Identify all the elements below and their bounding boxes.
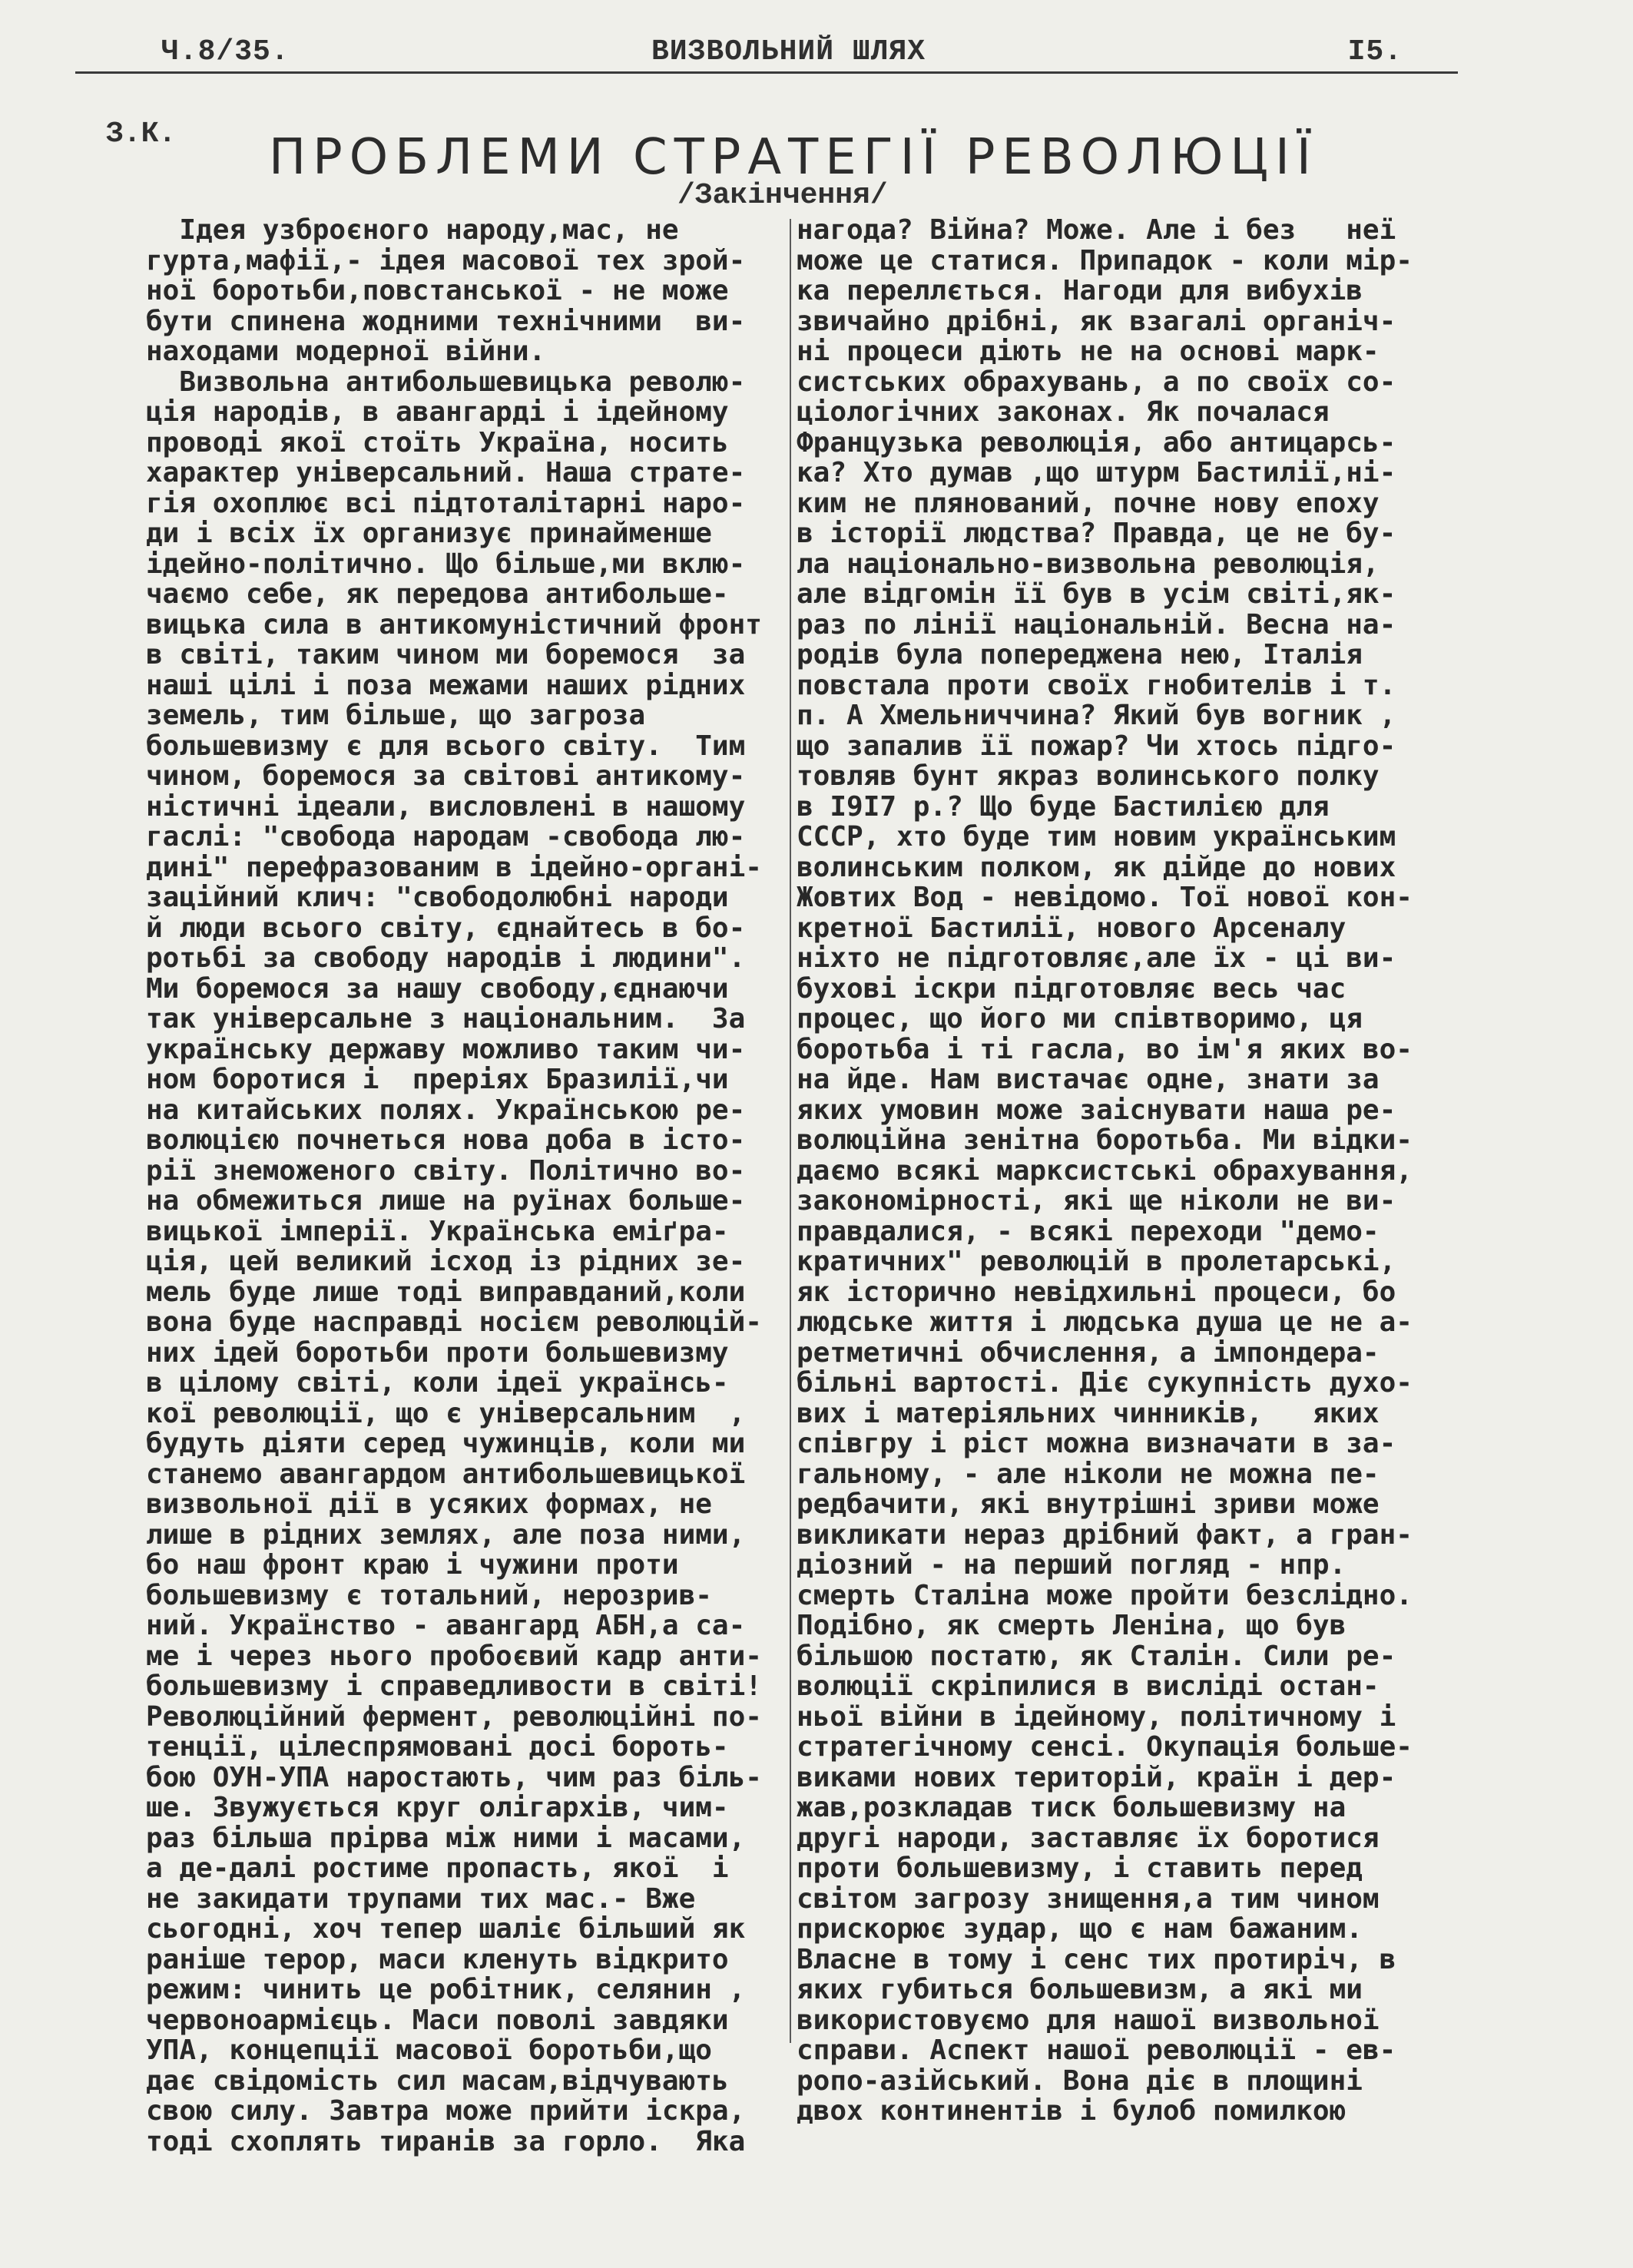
text-line: ція народів, в авангарді і ідейному bbox=[146, 396, 729, 428]
text-line: бути спинена жодними технічними ви- bbox=[146, 305, 746, 337]
text-line: вицької імперії. Українська еміґра- bbox=[146, 1215, 729, 1247]
text-line: большевизму є для всього світу. Тим bbox=[146, 730, 746, 762]
text-line: прискорює зудар, що є нам бажаним. bbox=[797, 1913, 1363, 1945]
text-line: ка? Хто думав ,що штурм Бастилії,ні- bbox=[797, 457, 1396, 488]
text-line: як історично невідхильні процеси, бо bbox=[797, 1276, 1396, 1308]
text-line: використовуємо для нашої визвольної bbox=[797, 2004, 1380, 2036]
text-line: даємо всякі марксистські обрахування, bbox=[797, 1154, 1413, 1187]
text-line: гальному, - але ніколи не можна пе- bbox=[797, 1458, 1380, 1490]
text-line: раз більша прірва між ними і масами, bbox=[146, 1822, 746, 1854]
text-line: наші цілі і поза межами наших рідних bbox=[146, 669, 746, 701]
text-line: українську державу можливо таким чи- bbox=[146, 1033, 746, 1065]
text-line: СССР, хто буде тим новим українським bbox=[797, 821, 1396, 853]
text-line: ціологічних законах. Як почалася bbox=[797, 396, 1330, 428]
text-line: них ідей боротьби проти большевизму bbox=[146, 1336, 729, 1369]
text-line: чаємо себе, як передова антибольше- bbox=[146, 578, 729, 610]
text-line: звичайно дрібні, як взагалі органіч- bbox=[797, 305, 1396, 337]
text-line: вона буде насправді носієм революцій- bbox=[146, 1306, 762, 1338]
text-line: Революційний фермент, революційні по- bbox=[146, 1700, 762, 1733]
journal-title: ВИЗВОЛЬНИЙ ШЛЯХ bbox=[651, 35, 926, 68]
text-line: ла національно-визвольна революція, bbox=[797, 548, 1380, 580]
text-line: кої революції, що є універсальним , bbox=[146, 1397, 746, 1429]
header-rule bbox=[75, 71, 1458, 74]
text-line: ньої війни в ідейному, політичному і bbox=[797, 1700, 1396, 1733]
text-line: в цілому світі, коли ідеї українсь- bbox=[146, 1367, 729, 1399]
text-line: бою ОУН-УПА наростають, чим раз біль- bbox=[146, 1761, 762, 1793]
text-line: гаслі: "свобода народам -свобода лю- bbox=[146, 821, 746, 853]
text-line: в світі, таким чином ми боремося за bbox=[146, 639, 746, 670]
text-line: червоноармієць. Маси поволі завдяки bbox=[146, 2004, 729, 2036]
text-line: бухові іскри підготовляє весь час bbox=[797, 972, 1346, 1005]
text-line: стратегічному сенсі. Окупація больше- bbox=[797, 1731, 1413, 1763]
text-line: рії знеможеного світу. Політично во- bbox=[146, 1154, 746, 1187]
text-line: визвольної дії в усяких формах, не bbox=[146, 1488, 712, 1520]
text-line: яких умовин може заіснувати наша ре- bbox=[797, 1094, 1396, 1126]
text-line: проводі якої стоїть Україна, носить bbox=[146, 426, 729, 459]
text-line: тоді схоплять тиранів за горло. Яка bbox=[146, 2125, 746, 2157]
text-line: не закидати трупами тих мас.- Вже bbox=[146, 1882, 696, 1915]
text-line: УПА, концепції масової боротьби,що bbox=[146, 2035, 712, 2066]
text-line: повстала проти своїх гнобителів і т. bbox=[797, 669, 1396, 701]
text-line: проти большевизму, і ставить перед bbox=[797, 1852, 1363, 1884]
article-title: ПРОБЛЕМИ СТРАТЕГІЇ РЕВОЛЮЦІЇ bbox=[269, 129, 1318, 186]
text-line: систських обрахувань, а по своїх со- bbox=[797, 366, 1396, 398]
text-line: на обмежиться лише на руїнах больше- bbox=[146, 1185, 746, 1217]
text-line: ний. Українство - авангард АБН,а са- bbox=[146, 1610, 746, 1641]
text-line: чином, боремося за світові антикому- bbox=[146, 760, 746, 792]
text-line: справи. Аспект нашої революції - ев- bbox=[797, 2035, 1396, 2066]
text-line: ротьбі за свободу народів і людини". bbox=[146, 942, 746, 974]
text-line: правдалися, - всякі переходи "демо- bbox=[797, 1215, 1380, 1247]
text-line: волюції скріпилися в висліді остан- bbox=[797, 1670, 1380, 1702]
text-line: ропо-азійський. Вона діє в площині bbox=[797, 2064, 1363, 2097]
text-line: виками нових територій, країн і дер- bbox=[797, 1761, 1396, 1793]
text-line: вицька сила в антикомуністичний фронт bbox=[146, 608, 762, 641]
text-line: Подібно, як смерть Леніна, що був bbox=[797, 1610, 1346, 1641]
text-line: боротьба і ті гасла, во ім'я яких во- bbox=[797, 1033, 1413, 1065]
text-line: ніхто не підготовляє,але їх - ці ви- bbox=[797, 942, 1396, 974]
text-line: яких губиться большевизм, а які ми bbox=[797, 1974, 1363, 2005]
text-line: ким не плянований, почне нову епоху bbox=[797, 487, 1380, 519]
text-line: характер універсальний. Наша страте- bbox=[146, 457, 746, 488]
text-line: світом загрозу знищення,а тим чином bbox=[797, 1882, 1380, 1915]
text-line: мель буде лише тоді виправданий,коли bbox=[146, 1276, 746, 1308]
text-line: жав,розкладав тиск большевизму на bbox=[797, 1792, 1346, 1823]
page-number: I5. bbox=[1347, 35, 1403, 68]
text-line: Ідея узброєного народу,мас, не bbox=[146, 214, 679, 246]
text-line: що запалив її пожар? Чи хтось підго- bbox=[797, 730, 1396, 762]
text-line: так універсальне з національним. За bbox=[146, 1003, 746, 1035]
text-line: викликати нераз дрібний факт, а гран- bbox=[797, 1518, 1413, 1551]
text-line: свою силу. Завтра може прийти іскра, bbox=[146, 2095, 746, 2127]
text-line: дає свідомість сил масам,відчувають bbox=[146, 2064, 729, 2097]
text-line: раз по лінії національній. Весна на- bbox=[797, 608, 1396, 641]
text-line: смерть Сталіна може пройти безслідно. bbox=[797, 1579, 1413, 1611]
text-line: сьогодні, хоч тепер шаліє більший як bbox=[146, 1913, 746, 1945]
text-line: ка переллється. Нагоди для вибухів bbox=[797, 275, 1363, 306]
text-line: нагода? Війна? Може. Але і без неї bbox=[797, 214, 1396, 246]
author-initials: З.К. bbox=[106, 118, 177, 151]
text-line: волинським полком, як дійде до нових bbox=[797, 851, 1396, 883]
text-line: раніше терор, маси кленуть відкрито bbox=[146, 1943, 729, 1975]
text-line: земель, тим більше, що загроза bbox=[146, 700, 646, 731]
column-divider bbox=[790, 219, 791, 2043]
text-line: большевизму є тотальний, нерозрив- bbox=[146, 1579, 712, 1611]
text-line: в історії людства? Правда, це не бу- bbox=[797, 518, 1396, 549]
text-line: будуть діяти серед чужинців, коли ми bbox=[146, 1428, 746, 1459]
text-line: ретметичні обчислення, а імпондера- bbox=[797, 1336, 1380, 1369]
text-line: Визвольна антибольшевицька револю- bbox=[146, 366, 746, 398]
text-line: большевизму і справедливости в світі! bbox=[146, 1670, 762, 1702]
text-line: бо наш фронт краю і чужини проти bbox=[146, 1549, 679, 1581]
text-line: заційний клич: "свободолюбні народи bbox=[146, 882, 729, 913]
text-line: закономірності, які ще ніколи не ви- bbox=[797, 1185, 1396, 1217]
text-line: редбачити, які внутрішні зриви може bbox=[797, 1488, 1380, 1520]
text-line: діозний - на перший погляд - нпр. bbox=[797, 1549, 1346, 1581]
text-line: Жовтих Вод - невідомо. Тої нової кон- bbox=[797, 882, 1413, 913]
text-line: ні процеси діють не на основі марк- bbox=[797, 336, 1380, 367]
text-line: Власне в тому і сенс тих протиріч, в bbox=[797, 1943, 1396, 1975]
text-line: лише в рідних землях, але поза ними, bbox=[146, 1518, 746, 1551]
text-line: родів була попереджена нею, Італія bbox=[797, 639, 1363, 670]
text-line: в І9І7 р.? Що буде Бастилією для bbox=[797, 790, 1330, 823]
text-line: п. А Хмельниччина? Який був вогник , bbox=[797, 700, 1396, 731]
article-subtitle: /Закінчення/ bbox=[677, 179, 888, 212]
text-line: процес, що його ми співтворимо, ця bbox=[797, 1003, 1363, 1035]
text-line: й люди всього світу, єднайтесь в бо- bbox=[146, 912, 746, 944]
text-line: ди і всіх їх организує принайменше bbox=[146, 518, 712, 549]
text-line: находами модерної війни. bbox=[146, 336, 546, 367]
text-line: ном боротися і преріях Бразилії,чи bbox=[146, 1064, 729, 1095]
right-text-column bbox=[797, 215, 1480, 2127]
issue-number: Ч.8/35. bbox=[161, 35, 290, 68]
text-line: двох континентів і булоб помилкою bbox=[797, 2095, 1346, 2127]
text-line: станемо авангардом антибольшевицької bbox=[146, 1458, 746, 1490]
text-line: режим: чинить це робітник, селянин , bbox=[146, 1974, 746, 2005]
text-line: але відгомін її був в усім світі,як- bbox=[797, 578, 1396, 610]
text-line: товляв бунт якраз волинського полку bbox=[797, 760, 1380, 792]
text-line: Французька революція, або антицарсь- bbox=[797, 426, 1396, 459]
text-line: гурта,мафії,- ідея масової тех зрой- bbox=[146, 244, 746, 276]
text-line: дині" перефразованим в ідейно-органі- bbox=[146, 851, 762, 883]
text-line: кратичних" революцій в пролетарські, bbox=[797, 1246, 1396, 1277]
text-line: може це статися. Припадок - коли мір- bbox=[797, 244, 1413, 276]
text-line: на йде. Нам вистачає одне, знати за bbox=[797, 1064, 1380, 1095]
text-line: ція, цей великий ісход із рідних зе- bbox=[146, 1246, 746, 1277]
text-line: а де-далі ростиме пропасть, якої і bbox=[146, 1852, 729, 1884]
text-line: більшою постатю, як Сталін. Сили ре- bbox=[797, 1640, 1396, 1672]
text-line: волюцією почнеться нова доба в істо- bbox=[146, 1124, 746, 1156]
text-line: на китайських полях. Українською ре- bbox=[146, 1094, 746, 1126]
text-line: гія охоплює всі підтоталітарні наро- bbox=[146, 487, 746, 519]
text-line: ністичні ідеали, висловлені в нашому bbox=[146, 790, 746, 823]
text-line: другі народи, заставляє їх боротися bbox=[797, 1822, 1380, 1854]
text-line: більні вартості. Діє сукупність духо- bbox=[797, 1367, 1413, 1399]
text-line: співгру і ріст можна визначати в за- bbox=[797, 1428, 1396, 1459]
left-text-column bbox=[146, 215, 791, 2157]
text-line: вих і матеріяльних чинників, яких bbox=[797, 1397, 1380, 1429]
text-line: ше. Звужується круг олігархів, чим- bbox=[146, 1792, 729, 1823]
running-header bbox=[77, 31, 1456, 73]
text-line: ідейно-політично. Що більше,ми вклю- bbox=[146, 548, 746, 580]
text-line: ної боротьби,повстанської - не може bbox=[146, 275, 729, 306]
text-line: Ми боремося за нашу свободу,єднаючи bbox=[146, 972, 729, 1005]
text-line: людське життя і людська душа це не а- bbox=[797, 1306, 1413, 1338]
text-line: ме і через нього пробоєвий кадр анти- bbox=[146, 1640, 762, 1672]
text-line: тенції, цілеспрямовані досі бороть- bbox=[146, 1731, 729, 1763]
text-line: волюційна зенітна боротьба. Ми відки- bbox=[797, 1124, 1413, 1156]
text-line: кретної Бастилії, нового Арсеналу bbox=[797, 912, 1346, 944]
